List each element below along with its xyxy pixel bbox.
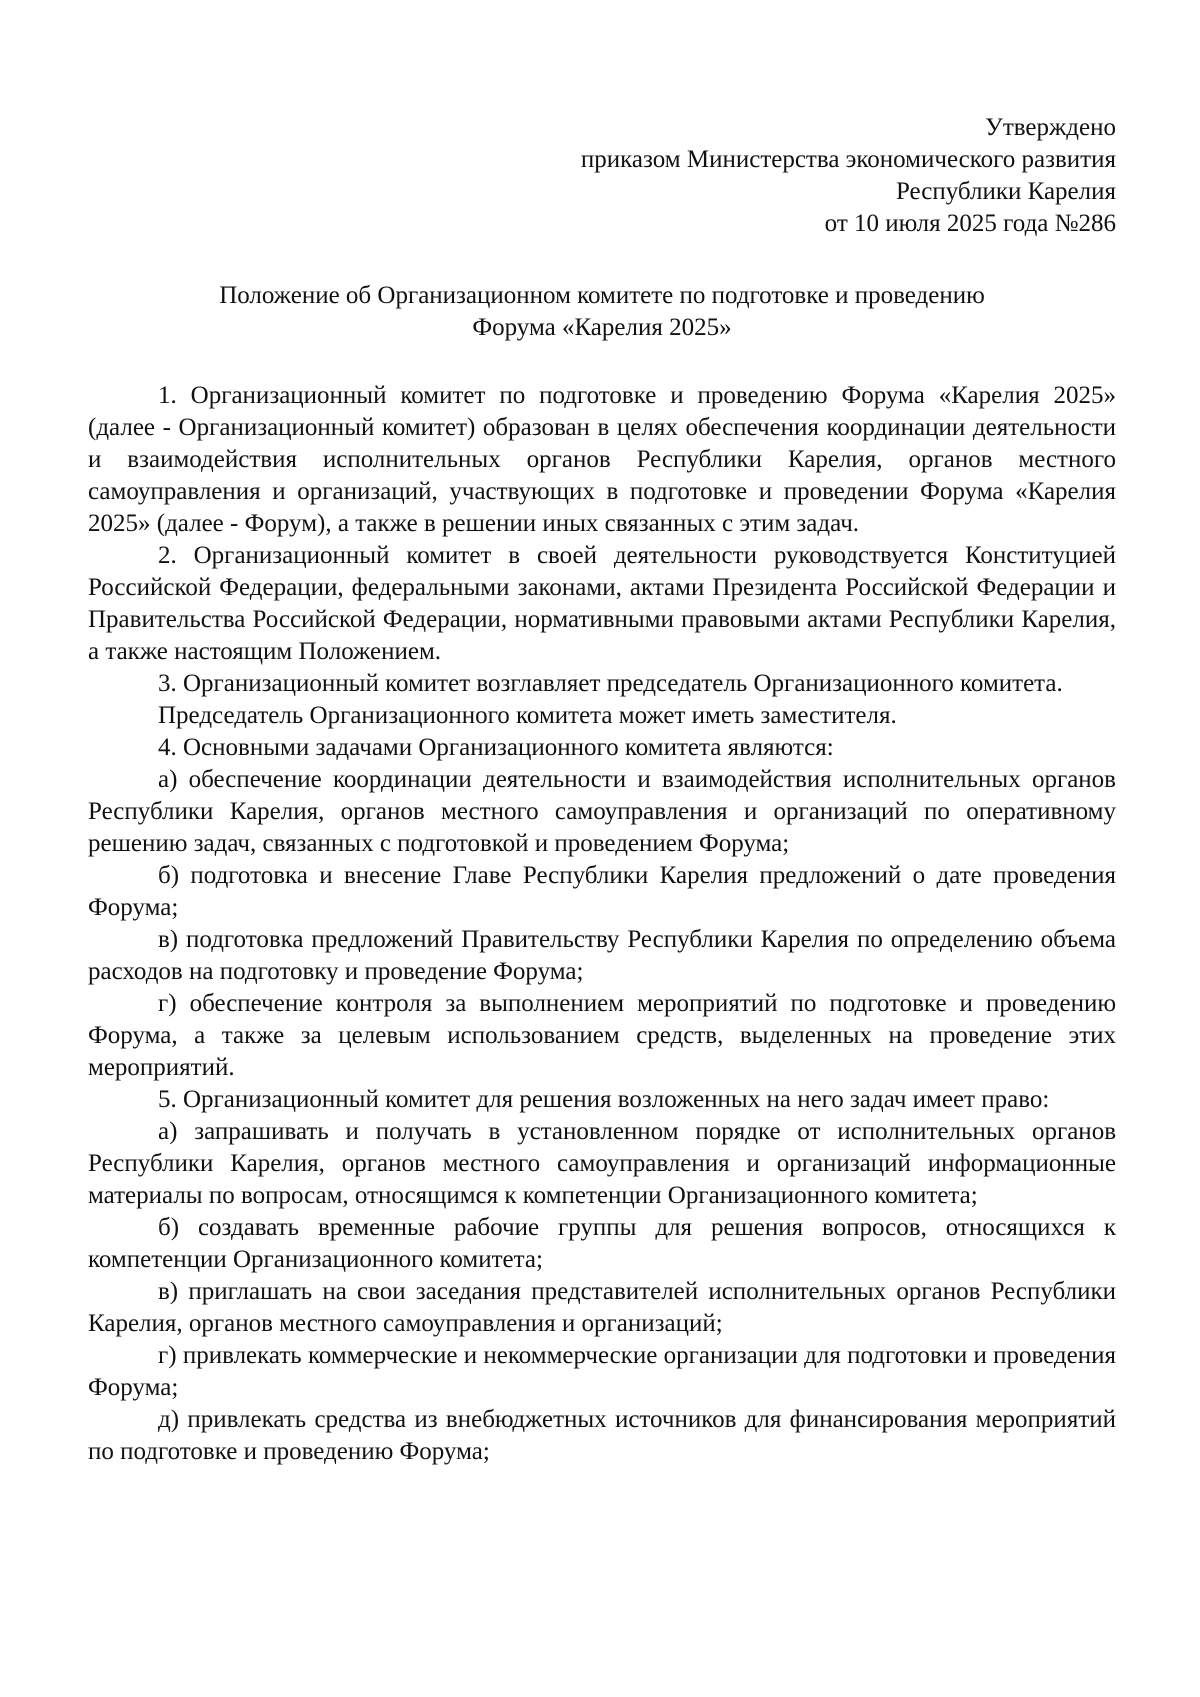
paragraph: б) подготовка и внесение Главе Республики Карелия предложений о дате проведения Форума; xyxy=(88,862,1116,921)
paragraph: б) создавать временные рабочие группы для решения вопросов, относящихся к компетенции Организационного комитета; xyxy=(88,1214,1116,1273)
paragraph: г) привлекать коммерческие и некоммерческие организации для подготовки и проведения Форума; xyxy=(88,1342,1116,1401)
approval-line-republic: Республики Карелия xyxy=(895,178,1116,205)
paragraph: 1. Организационный комитет по подготовке и проведению Форума «Карелия 2025» (далее - Организационный комитет) образован в целях обеспечения координации деятельности и взаимодействия исполнительных органов Республики Карелия, органов местного самоуправления и организаций, участвующих в подготовке и проведении Форума «Карелия 2025» (далее - Форум), а также в решении иных связанных с этим задач. xyxy=(88,382,1116,537)
title-line-2: Форума «Карелия 2025» xyxy=(472,314,732,341)
paragraph: а) обеспечение координации деятельности и взаимодействия исполнительных органов Республики Карелия, органов местного самоуправления и организаций по оперативному решению задач, связанных с подготовкой и проведением Форума; xyxy=(88,766,1116,857)
approval-line-date-number: от 10 июля 2025 года №286 xyxy=(824,210,1116,237)
title-line-1: Положение об Организационном комитете по подготовке и проведению xyxy=(219,282,985,309)
document-title xyxy=(88,280,1116,344)
paragraph: д) привлекать средства из внебюджетных источников для финансирования мероприятий по подготовке и проведению Форума; xyxy=(88,1406,1116,1465)
approval-line-order: приказом Министерства экономического развития xyxy=(580,146,1116,173)
paragraph: а) запрашивать и получать в установленном порядке от исполнительных органов Республики Карелия, органов местного самоуправления и организаций информационные материалы по вопросам, относящимся к компетенции Организационного комитета; xyxy=(88,1118,1116,1209)
document-page xyxy=(88,112,1116,1468)
paragraph: г) обеспечение контроля за выполнением мероприятий по подготовке и проведению Форума, а также за целевым использованием средств, выделенных на проведение этих мероприятий. xyxy=(88,990,1116,1081)
paragraph: 3. Организационный комитет возглавляет председатель Организационного комитета. xyxy=(158,670,1063,697)
paragraph: 5. Организационный комитет для решения возложенных на него задач имеет право: xyxy=(158,1086,1050,1113)
paragraph: в) приглашать на свои заседания представителей исполнительных органов Республики Карелия, органов местного самоуправления и организаций; xyxy=(88,1278,1116,1337)
paragraph: Председатель Организационного комитета может иметь заместителя. xyxy=(158,702,897,729)
paragraph: в) подготовка предложений Правительству Республики Карелия по определению объема расходов на подготовку и проведение Форума; xyxy=(88,926,1116,985)
approval-line-approved: Утверждено xyxy=(985,114,1116,141)
approval-block xyxy=(88,112,1116,240)
paragraph: 2. Организационный комитет в своей деятельности руководствуется Конституцией Российской Федерации, федеральными законами, актами Президента Российской Федерации и Правительства Российской Федерации, нормативными правовыми актами Республики Карелия, а также настоящим Положением. xyxy=(88,542,1116,665)
document-body xyxy=(88,380,1116,1468)
paragraph: 4. Основными задачами Организационного комитета являются: xyxy=(158,734,834,761)
